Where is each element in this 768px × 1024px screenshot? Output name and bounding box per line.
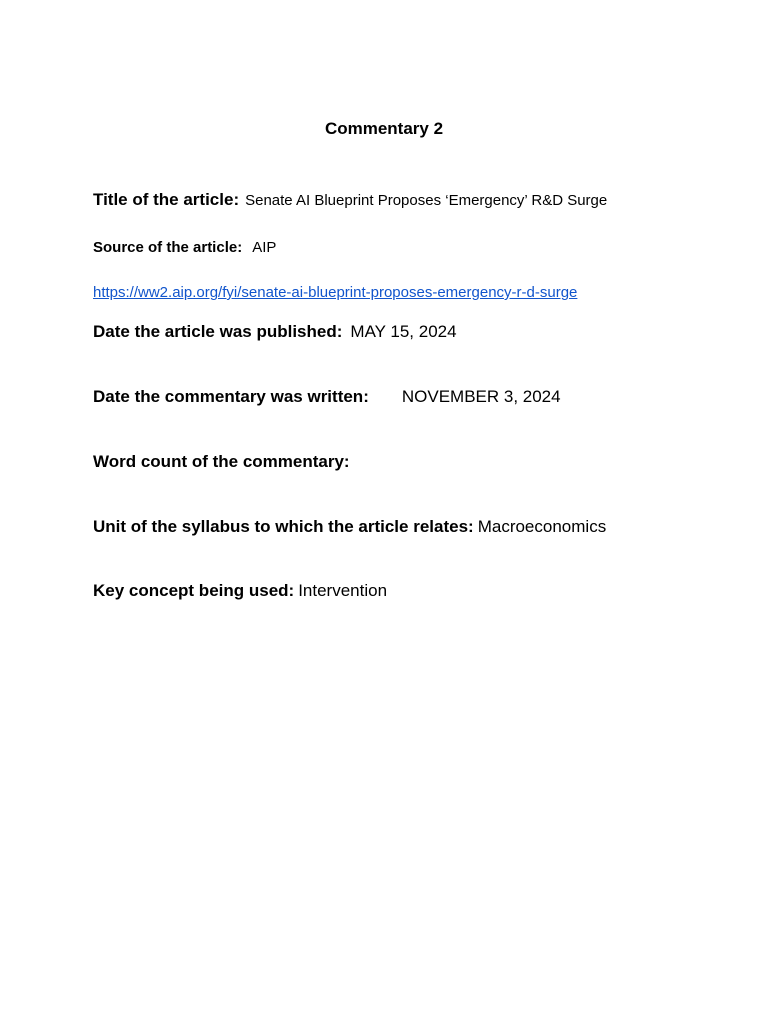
- key-concept-label: Key concept being used:: [93, 581, 295, 600]
- article-source-label: Source of the article:: [93, 239, 243, 256]
- published-date-row: [93, 322, 457, 342]
- article-title-value: Senate AI Blueprint Proposes ‘Emergency’ R&D Surge: [245, 192, 608, 209]
- written-date-row: [93, 387, 561, 407]
- article-source-value: AIP: [252, 239, 277, 256]
- syllabus-unit-value: Macroeconomics: [477, 517, 607, 536]
- article-title-row: [93, 190, 607, 210]
- published-date-label: Date the article was published:: [93, 322, 343, 341]
- syllabus-unit-label: Unit of the syllabus to which the article relates:: [93, 517, 474, 536]
- key-concept-row: [93, 581, 387, 601]
- page-title: Commentary 2: [324, 119, 444, 138]
- published-date-value: MAY 15, 2024: [350, 322, 457, 341]
- article-link[interactable]: https://ww2.aip.org/fyi/senate-ai-blueprint-proposes-emergency-r-d-surge: [93, 284, 578, 301]
- written-date-label: Date the commentary was written:: [93, 387, 369, 406]
- article-source-row: [93, 239, 276, 256]
- article-title-label: Title of the article:: [93, 190, 240, 209]
- key-concept-value: Intervention: [298, 581, 388, 600]
- article-link-row: [93, 284, 577, 301]
- written-date-value: NOVEMBER 3, 2024: [401, 387, 561, 406]
- syllabus-unit-row: [93, 517, 606, 537]
- word-count-row: [93, 452, 350, 472]
- word-count-label: Word count of the commentary:: [93, 452, 350, 471]
